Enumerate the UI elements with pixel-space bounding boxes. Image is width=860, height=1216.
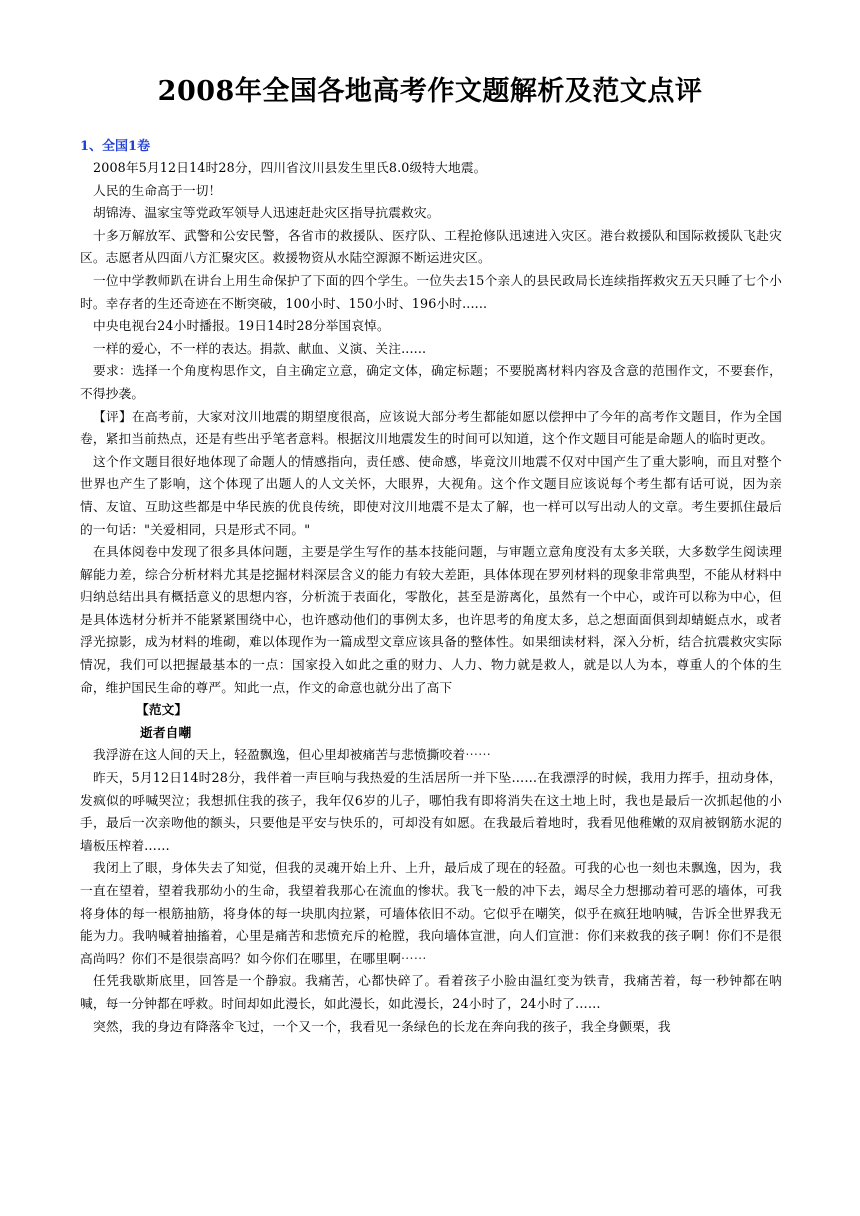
essay-title: 逝者自嘲 (140, 724, 192, 740)
essay-paragraph: 任凭我歇斯底里，回答是一个静寂。我痛苦，心都快碎了。看着孩子小脸由温红变为铁青，我痛苦着，每一秒钟都在呐喊，每一分钟都在呼救。时间却如此漫长，如此漫长，如此漫长，24小时了，24小时了…… (80, 973, 782, 1011)
paragraph: 中央电视台24小时播报。19日14时28分举国哀悼。 (93, 318, 390, 334)
paragraph: 一样的爱心，不一样的表达。捐款、献血、义演、关注...... (93, 340, 427, 356)
paragraph: 要求：选择一个角度构思作文，自主确定立意，确定文体，确定标题；不要脱离材料内容及含意的范围作文，不要套作，不得抄袭。 (80, 363, 782, 401)
model-essay-label: 【范文】 (136, 702, 188, 718)
essay-paragraph: 突然，我的身边有降落伞飞过，一个又一个，我看见一条绿色的长龙在奔向我的孩子，我全身颤栗，我 (93, 1018, 671, 1034)
commentary-paragraph: 在具体阅卷中发现了很多具体问题，主要是学生写作的基本技能问题，与审题立意角度没有太多关联，大多数学生阅读理解能力差，综合分析材料尤其是挖掘材料深层含义的能力有较大差距，具体体现在罗列材料的现象非常典型，不能从材料中归纳总结出具有概括意义的思想内容，分析流于表面化，零散化，甚至是游离化，虽然有一个中心，或许可以称为中心，但是具体选材分析并不能紧紧围绕中心，也许感动他们的事例太多，也许思考的角度太多，总之想面面俱到却蜻蜓点水，或者浮光掠影，成为材料的堆砌，难以体现作为一篇成型文章应该具备的整体性。如果细读材料，深入分析，结合抗震救灾实际情况，我们可以把握最基本的一点：国家投入如此之重的财力、人力、物力就是救人，就是以人为本，尊重人的个体的生命，维护国民生命的尊严。知此一点，作文的命意也就分出了高下 (80, 544, 782, 695)
section-heading: 1、全国1卷 (80, 139, 151, 154)
commentary-paragraph: 这个作文题目很好地体现了命题人的情感指向，责任感、使命感，毕竟汶川地震不仅对中国产生了重大影响，而且对整个世界也产生了影响，这个体现了出题人的人文关怀，大眼界，大视角。这个作文题目应该说每个考生都有话可说，因为亲情、友谊、互助这些都是中华民族的优良传统，即使对汶川地震不是太了解，也一样可以写出动人的文章。考生要抓住最后的一句话："关爱相同，只是形式不同。" (80, 453, 782, 537)
essay-paragraph: 我浮游在这人间的天上，轻盈飘逸，但心里却被痛苦与悲愤撕咬着⋯⋯ (93, 747, 491, 763)
paragraph: 2008年5月12日14时28分，四川省汶川县发生里氏8.0级特大地震。 (93, 160, 487, 175)
document-body (80, 157, 782, 1038)
paragraph: 人民的生命高于一切！ (93, 182, 222, 198)
commentary-paragraph: 【评】在高考前，大家对汶川地震的期望度很高，应该说大部分考生都能如愿以偿押中了今年的高考作文题目，作为全国卷，紧扣当前热点，还是有些出乎笔者意料。根据汶川地震发生的时间可以知道，这个作文题目可能是命题人的临时更改。 (80, 408, 782, 447)
essay-paragraph: 我闭上了眼，身体失去了知觉，但我的灵魂开始上升、上升，最后成了现在的轻盈。可我的心也一刻也未飘逸，因为，我一直在望着，望着我那幼小的生命，我望着我那心在流血的惨状。我飞一般的冲下去，竭尽全力想挪动着可恶的墙体，可我将身体的每一根筋抽筋，将身体的每一块肌肉拉紧，可墙体依旧不动。它似乎在嘲笑，似乎在疯狂地呐喊，告诉全世界我无能为力。我呐喊着抽搐着，心里是痛苦和悲愤充斥的枪膛，我向墙体宣泄，向人们宣泄：你们来救我的孩子啊！你们不是很高尚吗？你们不是很崇高吗？如今你们在哪里，在哪里啊⋯⋯ (80, 860, 782, 966)
paragraph: 胡锦涛、温家宝等党政军领导人迅速赶赴灾区指导抗震救灾。 (93, 205, 440, 221)
essay-paragraph: 昨天，5月12日14时28分，我伴着一声巨响与我热爱的生活居所一并下坠……在我漂浮的时候，我用力挥手，扭动身体，发疯似的呼喊哭泣；我想抓住我的孩子，我年仅6岁的儿子，哪怕我有即将消失在这土地上时，我也是最后一次抓起他的小手，最后一次亲吻他的额头，只要他是平安与快乐的，可却没有如愿。在我最后着地时，我看见他稚嫩的双肩被钢筋水泥的墙板压榨着…… (80, 770, 782, 853)
paragraph: 一位中学教师趴在讲台上用生命保护了下面的四个学生。一位失去15个亲人的县民政局长连续指挥救灾五天只睡了七个小时。幸存者的生还奇迹在不断突破，100小时、150小时、196小时...... (80, 272, 782, 311)
document-title: 2008年全国各地高考作文题解析及范文点评 (157, 76, 703, 107)
paragraph: 十多万解放军、武警和公安民警，各省市的救援队、医疗队、工程抢修队迅速进入灾区。港台救援队和国际救援队飞赴灾区。志愿者从四面八方汇聚灾区。救援物资从水陆空源源不断运进灾区。 (80, 227, 782, 266)
